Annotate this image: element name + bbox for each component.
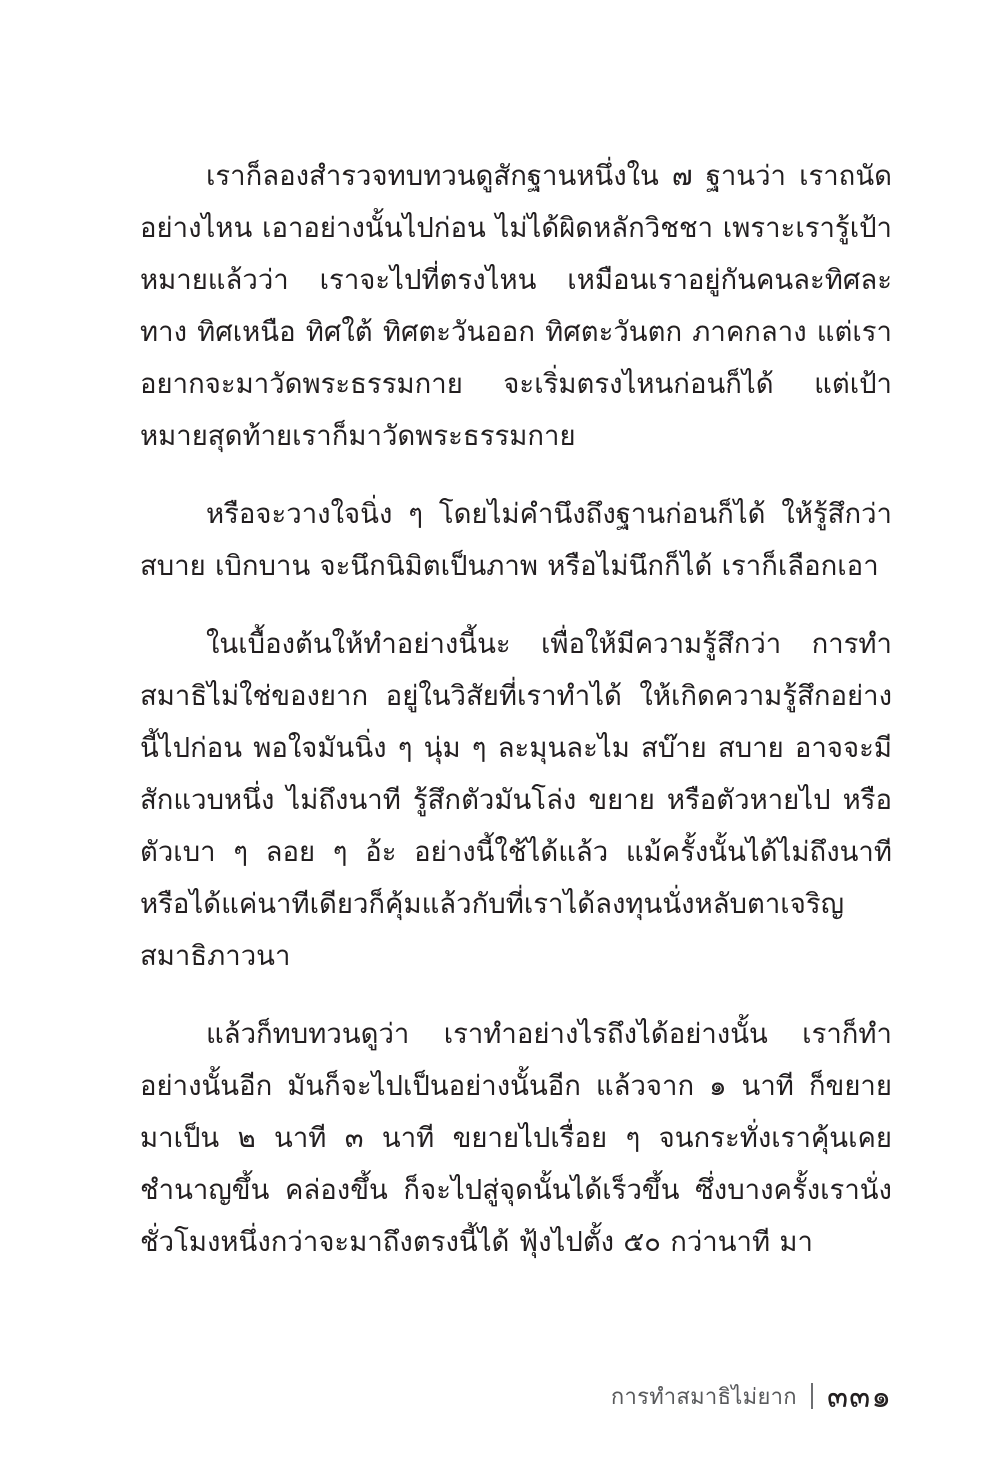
paragraph-1: เราก็ลองสำรวจทบทวนดูสักฐานหนึ่งใน ๗ ฐานว่า เราถนัดอย่างไหน เอาอย่างนั้นไปก่อน ไม่ได้ผิดหลักวิชชา เพราะเรารู้เป้าหมายแล้วว่า เราจะไปที่ตรงไหน เหมือนเราอยู่กันคนละทิศละทาง ทิศเหนือ ทิศใต้ ทิศตะวันออก ทิศตะวันตก ภาคกลาง แต่เราอยากจะมาวัดพระธรรมกาย จะเริ่มตรงไหนก่อนก็ได้ แต่เป้าหมายสุดท้ายเราก็มาวัดพระธรรมกาย [140,160,892,452]
paragraph-2: หรือจะวางใจนิ่ง ๆ โดยไม่คำนึงถึงฐานก่อนก็ได้ ให้รู้สึกว่า สบาย เบิกบาน จะนึกนิมิตเป็นภาพ หรือไม่นึกก็ได้ เราก็เลือกเอา [140,498,892,582]
paragraph-4: แล้วก็ทบทวนดูว่า เราทำอย่างไรถึงได้อย่างนั้น เราก็ทำอย่างนั้นอีก มันก็จะไปเป็นอย่างนั้นอีก แล้วจาก ๑ นาที ก็ขยายมาเป็น ๒ นาที ๓ นาที ขยายไปเรื่อย ๆ จนกระทั่งเราคุ้นเคยชำนาญขึ้น คล่องขึ้น ก็จะไปสู่จุดนั้นได้เร็วขึ้น ซึ่งบางครั้งเรานั่งชั่วโมงหนึ่งกว่าจะมาถึงตรงนี้ได้ ฟุ้งไปตั้ง ๕๐ กว่านาที มา [140,1018,892,1258]
page-number: ๓๓๑ [826,1379,892,1415]
page-body [140,150,892,1268]
footer-divider [811,1383,813,1409]
footer-chapter-title: การทำสมาธิไม่ยาก [610,1384,797,1410]
page-footer [140,1371,892,1421]
paragraph-3: ในเบื้องต้นให้ทำอย่างนี้นะ เพื่อให้มีความรู้สึกว่า การทำสมาธิไม่ใช่ของยาก อยู่ในวิสัยที่เราทำได้ ให้เกิดความรู้สึกอย่างนี้ไปก่อน พอใจมันนิ่ง ๆ นุ่ม ๆ ละมุนละไม สบ๊าย สบาย อาจจะมีสักแวบหนึ่ง ไม่ถึงนาที รู้สึกตัวมันโล่ง ขยาย หรือตัวหายไป หรือตัวเบา ๆ ลอย ๆ อ้ะ อย่างนี้ใช้ได้แล้ว แม้ครั้งนั้นได้ไม่ถึงนาที หรือได้แค่นาทีเดียวก็คุ้มแล้วกับที่เราได้ลงทุนนั่งหลับตาเจริญสมาธิภาวนา [140,628,892,972]
